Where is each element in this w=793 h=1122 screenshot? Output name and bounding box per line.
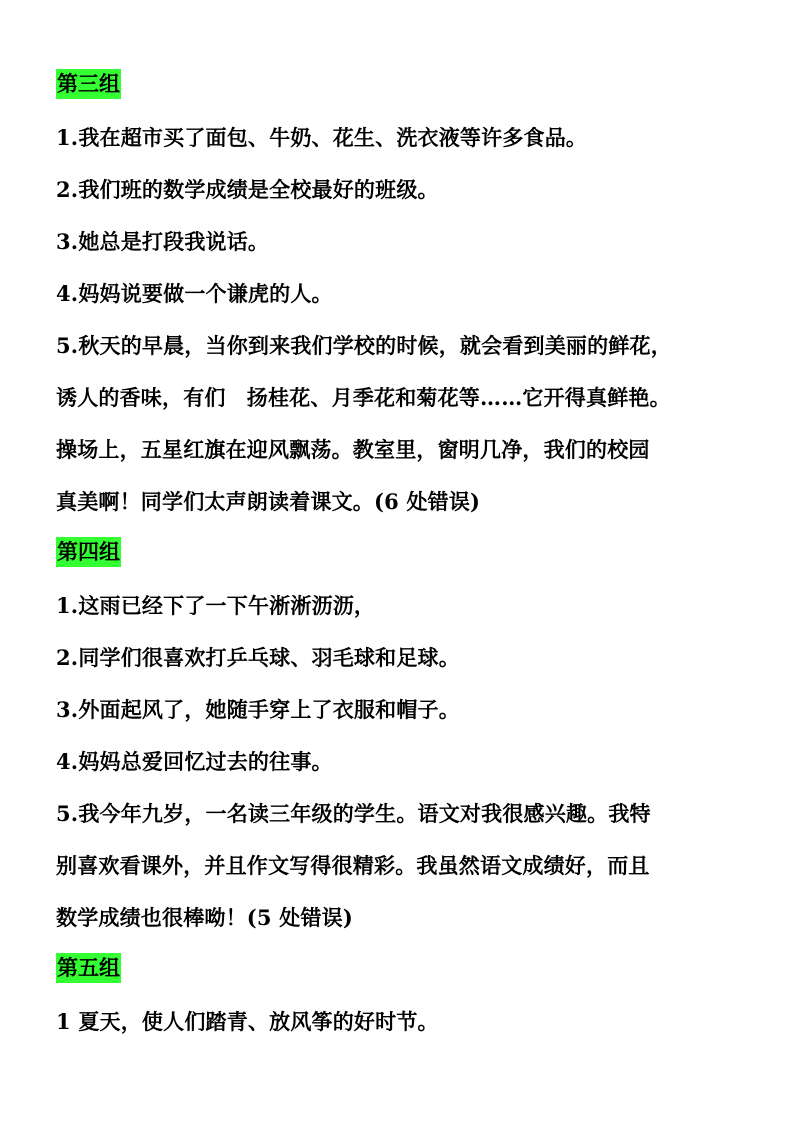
text-line: 别喜欢看课外，并且作文写得很精彩。我虽然语文成绩好，而且	[56, 853, 650, 878]
text-line: 1.这雨已经下了一下午淅淅沥沥，	[56, 593, 376, 618]
section-heading-group-5: 第五组	[56, 953, 121, 983]
section-heading-group-4: 第四组	[56, 537, 121, 567]
text-line: 5.秋天的早晨，当你到来我们学校的时候，就会看到美丽的鲜花，	[56, 333, 672, 358]
text-line: 操场上，五星红旗在迎风飘荡。教室里，窗明几净，我们的校园	[56, 437, 650, 462]
text-line: 1 夏天，使人们踏青、放风筝的好时节。	[56, 1009, 439, 1034]
section-heading-row	[56, 944, 746, 996]
text-line: 诱人的香味，有们 扬桂花、月季花和菊花等……它开得真鲜艳。	[56, 385, 671, 410]
text-line: 5.我今年九岁，一名读三年级的学生。语文对我很感兴趣。我特	[56, 801, 651, 826]
text-line: 真美啊！同学们太声朗读着课文。(6 处错误)	[56, 489, 481, 514]
text-line: 4.妈妈说要做一个谦虎的人。	[56, 281, 333, 306]
text-line: 4.妈妈总爱回忆过去的往事。	[56, 749, 333, 774]
text-line: 2.我们班的数学成绩是全校最好的班级。	[56, 177, 439, 202]
section-heading-group-3: 第三组	[56, 69, 121, 99]
document-page	[56, 60, 746, 1048]
section-heading-row	[56, 528, 746, 580]
text-line: 2.同学们很喜欢打乒乓球、羽毛球和足球。	[56, 645, 460, 670]
text-line: 3.外面起风了，她随手穿上了衣服和帽子。	[56, 697, 460, 722]
text-line: 1.我在超市买了面包、牛奶、花生、洗衣液等许多食品。	[56, 125, 588, 150]
section-heading-row	[56, 60, 746, 112]
text-line: 数学成绩也很棒呦！(5 处错误)	[56, 905, 353, 930]
text-line: 3.她总是打段我说话。	[56, 229, 270, 254]
